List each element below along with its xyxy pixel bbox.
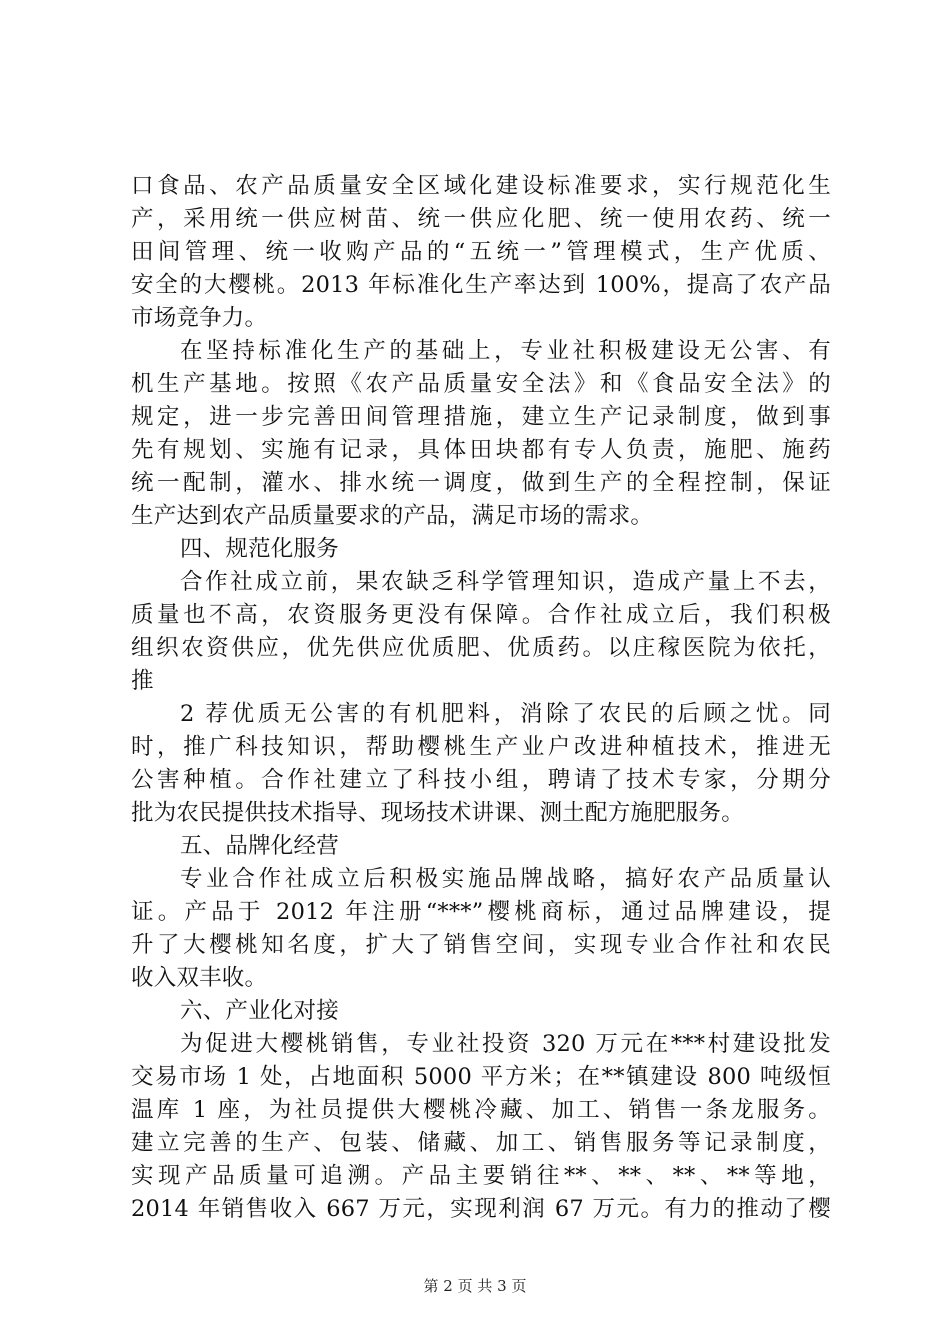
text-line: 交易市场 1 处，占地面积 5000 平方米；在**镇建设 800 吨级恒 — [131, 1064, 831, 1090]
text-line: 专业合作社成立后积极实施品牌战略，搞好农产品质量认 — [180, 866, 831, 892]
page-number-footer: 第 2 页 共 3 页 — [423, 1277, 527, 1295]
text-line: 推 — [131, 668, 154, 694]
text-line: 机生产基地。按照《农产品质量安全法》和《食品安全法》的 — [131, 371, 831, 397]
section-heading: 五、品牌化经营 — [180, 833, 339, 859]
text-line: 证。产品于 2012 年注册“***”樱桃商标，通过品牌建设，提 — [131, 899, 831, 925]
text-line: 组织农资供应，优先供应优质肥、优质药。以庄稼医院为依托， — [131, 635, 831, 661]
text-line: 2 荐优质无公害的有机肥料，消除了农民的后顾之忧。同 — [180, 701, 831, 727]
text-line: 升了大樱桃知名度，扩大了销售空间，实现专业合作社和农民 — [131, 932, 831, 958]
text-line: 规定，进一步完善田间管理措施，建立生产记录制度，做到事 — [131, 404, 831, 430]
text-line: 公害种植。合作社建立了科技小组，聘请了技术专家，分期分 — [131, 767, 831, 793]
document-body — [131, 170, 831, 1226]
text-line: 统一配制，灌水、排水统一调度，做到生产的全程控制，保证 — [131, 470, 831, 496]
text-line: 口食品、农产品质量安全区域化建设标准要求，实行规范化生 — [131, 173, 831, 199]
text-line: 合作社成立前，果农缺乏科学管理知识，造成产量上不去， — [180, 569, 831, 595]
text-line: 生产达到农产品质量要求的产品，满足市场的需求。 — [131, 503, 654, 529]
text-line: 产，采用统一供应树苗、统一供应化肥、统一使用农药、统一 — [131, 206, 831, 232]
text-line: 2014 年销售收入 667 万元，实现利润 67 万元。有力的推动了樱 — [131, 1196, 831, 1222]
text-line: 为促进大樱桃销售，专业社投资 320 万元在***村建设批发 — [180, 1031, 831, 1057]
text-line: 批为农民提供技术指导、现场技术讲课、测土配方施肥服务。 — [131, 800, 744, 826]
text-line: 温库 1 座，为社员提供大樱桃冷藏、加工、销售一条龙服务。 — [131, 1097, 831, 1123]
text-line: 田间管理、统一收购产品的“五统一”管理模式，生产优质、 — [131, 239, 831, 265]
text-line: 市场竞争力。 — [131, 305, 268, 331]
text-line: 建立完善的生产、包装、储藏、加工、销售服务等记录制度， — [131, 1130, 831, 1156]
text-line: 时，推广科技知识，帮助樱桃生产业户改进种植技术，推进无 — [131, 734, 831, 760]
text-line: 收入双丰收。 — [131, 965, 268, 991]
section-heading: 六、产业化对接 — [180, 998, 339, 1024]
text-line: 安全的大樱桃。2013 年标准化生产率达到 100%，提高了农产品 — [131, 272, 831, 298]
text-line: 在坚持标准化生产的基础上，专业社积极建设无公害、有 — [180, 338, 831, 364]
text-line: 质量也不高，农资服务更没有保障。合作社成立后，我们积极 — [131, 602, 831, 628]
text-line: 先有规划、实施有记录，具体田块都有专人负责，施肥、施药 — [131, 437, 831, 463]
section-heading: 四、规范化服务 — [180, 536, 339, 562]
text-line: 实现产品质量可追溯。产品主要销往**、**、**、**等地， — [131, 1163, 831, 1189]
